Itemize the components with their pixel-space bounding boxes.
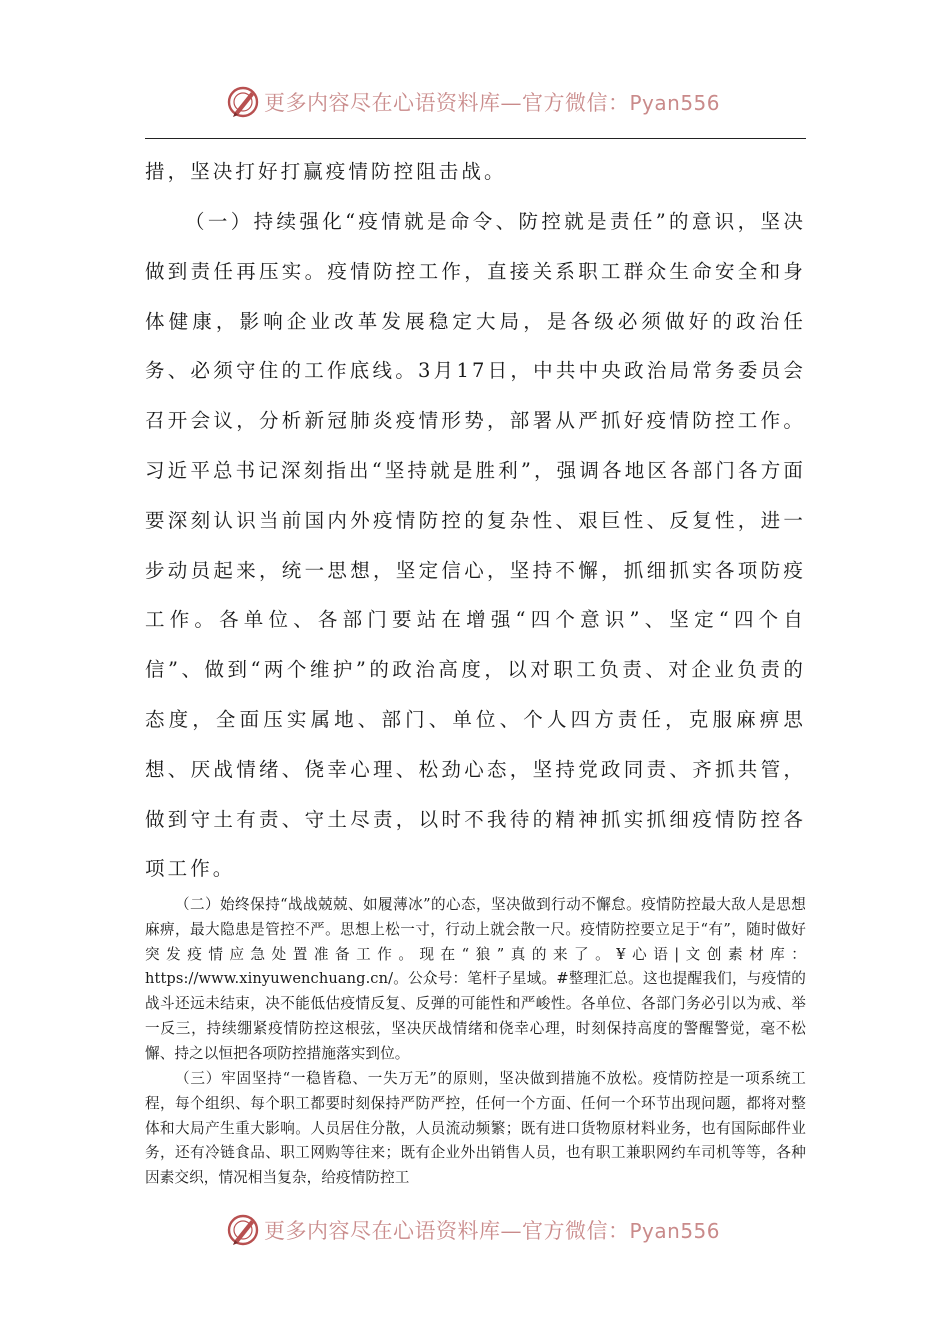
paragraph-3: （三）牢固坚持“一稳皆稳、一失万无”的原则，坚决做到措施不放松。疫情防控是一项系统工程，每个组织、每个职工都要时刻保持严防严控，任何一个方面、任何一个环节出现问题，都将对整体和大局产生重大影响。人员居住分散，人员流动频繁；既有进口货物原材料业务，也有国际邮件业务，还有冷链食品、职工网购等往来；既有企业外出销售人员，也有职工兼职网约车司机等等，各种因素交织，情况相当复杂，给疫情防控工 [145,1070,806,1187]
header-banner-text: 更多内容尽在心语资料库—官方微信：Pyan556 [264,91,721,115]
header-divider [145,138,806,139]
footer-wechat-id: Pyan556 [629,1219,721,1243]
paragraph-2: （二）始终保持“战战兢兢、如履薄冰”的心态，坚决做到行动不懈怠。疫情防控最大敌人是思想麻痹，最大隐患是管控不严。思想上松一寸，行动上就会散一尺。疫情防控要立足于“有”，随时做好突发疫情应急处置准备工作。现在“狼”真的来了。¥心语|文创素材库：https://www.xinyuwenchuang.cn/。公众号：笔杆子星域。#整理汇总。这也提醒我们，与疫情的战斗还远未结束，决不能低估疫情反复、反弹的可能性和严峻性。各单位、各部门务必引以为戒、举一反三，持续绷紧疫情防控这根弦，坚决厌战情绪和侥幸心理，时刻保持高度的警醒警觉，毫不松懈、持之以恒把各项防控措施落实到位。 [145,896,806,1062]
pen-logo-icon [226,1213,260,1247]
header-wechat-id: Pyan556 [629,91,721,115]
pen-logo-icon [226,85,260,119]
footer-banner [226,1210,746,1250]
paragraph-0: 措，坚决打好打赢疫情防控阻击战。 [145,160,507,183]
paragraph-1: （一）持续强化“疫情就是命令、防控就是责任”的意识，坚决做到责任再压实。疫情防控工作，直接关系职工群众生命安全和身体健康，影响企业改革发展稳定大局，是各级必须做好的政治任务、必须守住的工作底线。3月17日，中共中央政治局常务委员会召开会议，分析新冠肺炎疫情形势，部署从严抓好疫情防控工作。习近平总书记深刻指出“坚持就是胜利”，强调各地区各部门各方面要深刻认识当前国内外疫情防控的复杂性、艰巨性、反复性，进一步动员起来，统一思想，坚定信心，坚持不懈，抓细抓实各项防疫工作。各单位、各部门要站在增强“四个意识”、坚定“四个自信”、做到“两个维护”的政治高度，以对职工负责、对企业负责的态度，全面压实属地、部门、单位、个人四方责任，克服麻痹思想、厌战情绪、侥幸心理、松劲心态，坚持党政同责、齐抓共管，做到守土有责、守土尽责，以时不我待的精神抓实抓细疫情防控各项工作。 [145,210,806,881]
footer-banner-text: 更多内容尽在心语资料库—官方微信：Pyan556 [264,1219,721,1243]
header-banner [226,82,746,122]
